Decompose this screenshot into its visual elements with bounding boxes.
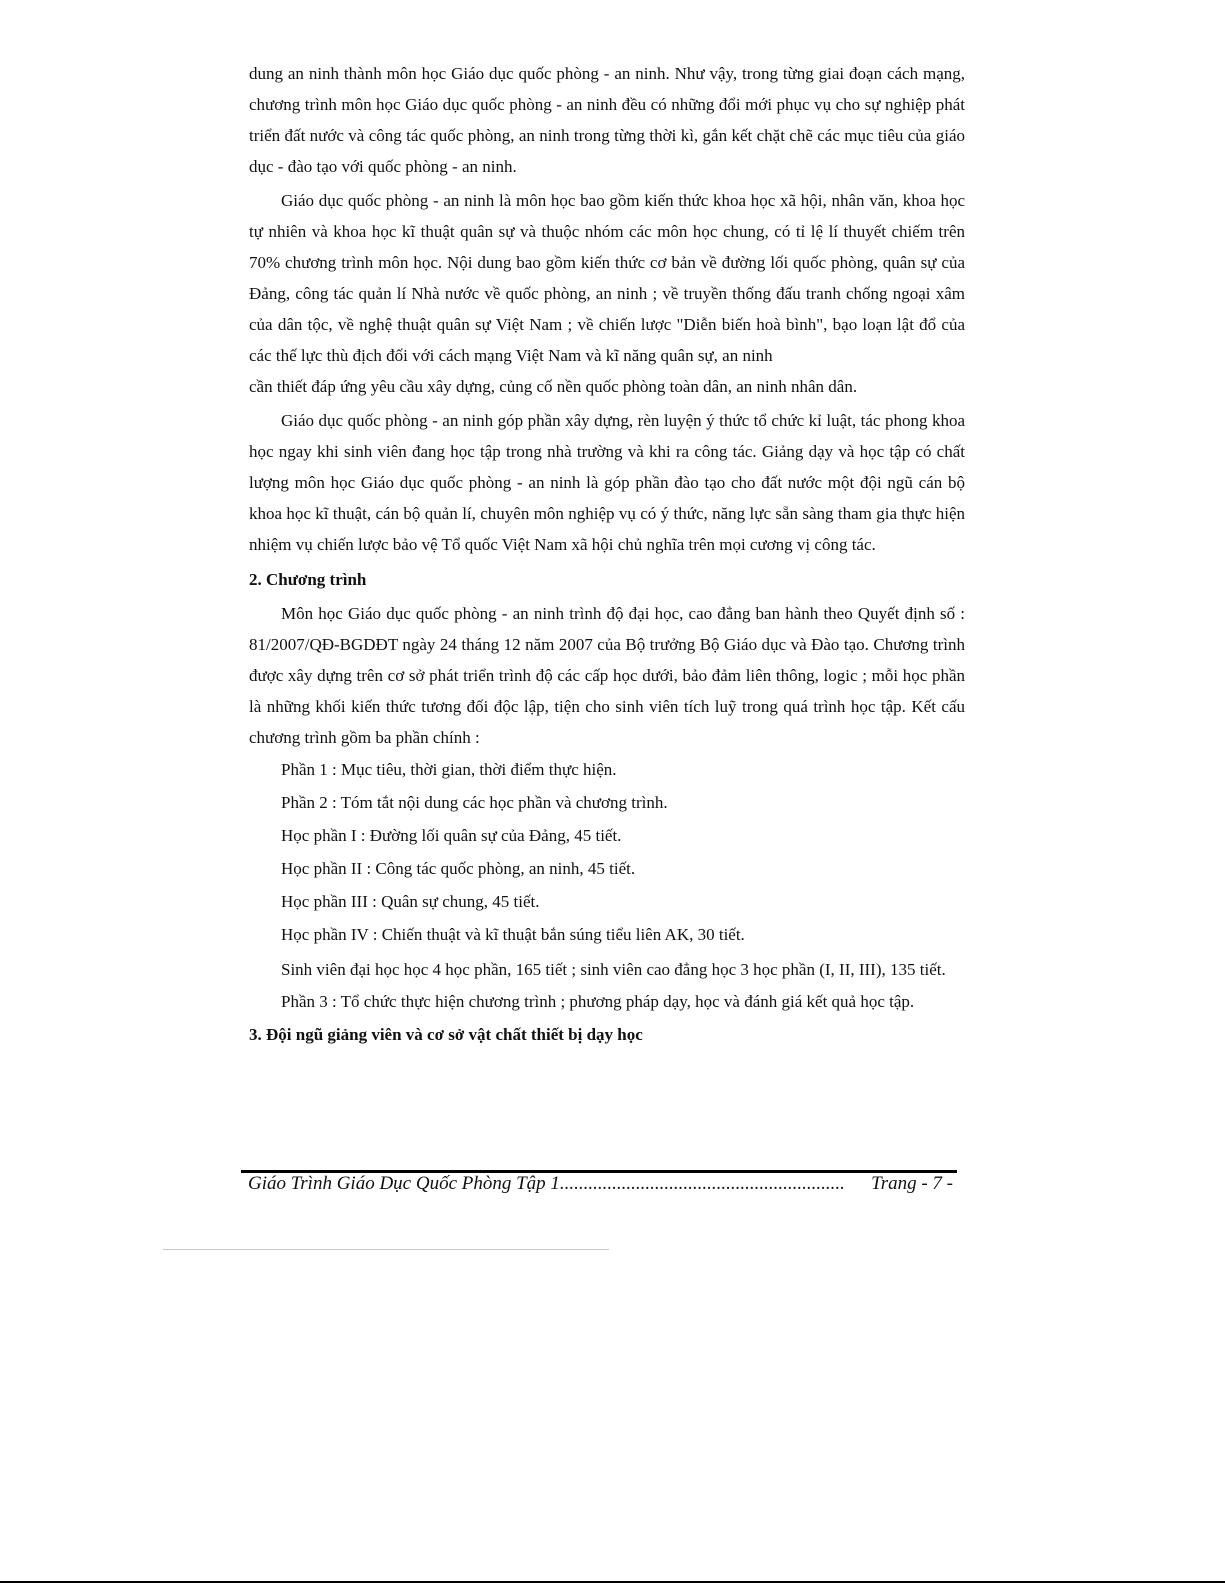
paragraph: Giáo dục quốc phòng - an ninh góp phần xây dựng, rèn luyện ý thức tổ chức kỉ luật, tác phong khoa học ngay khi sinh viên đang học tập trong nhà trường và khi ra công tác. Giảng dạy và học tập có chất lượng môn học Giáo dục quốc phòng - an ninh là góp phần đào tạo cho đất nước một đội ngũ cán bộ khoa học kĩ thuật, cán bộ quản lí, chuyên môn nghiệp vụ có ý thức, năng lực sẵn sàng tham gia thực hiện nhiệm vụ chiến lược bảo vệ Tổ quốc Việt Nam xã hội chủ nghĩa trên mọi cương vị công tác. bbox=[249, 411, 965, 554]
paragraph: Giáo dục quốc phòng - an ninh là môn học bao gồm kiến thức khoa học xã hội, nhân văn, khoa học tự nhiên và khoa học kĩ thuật quân sự và thuộc nhóm các môn học chung, có tỉ lệ lí thuyết chiếm trên 70% chương trình môn học. Nội dung bao gồm kiến thức cơ bản về đường lối quốc phòng, quân sự của Đảng, công tác quản lí Nhà nước về quốc phòng, an ninh ; về truyền thống đấu tranh chống ngoại xâm của dân tộc, về nghệ thuật quân sự Việt Nam ; về chiến lược "Diễn biến hoà bình", bạo loạn lật đổ của các thế lực thù địch đối với cách mạng Việt Nam và kĩ năng quân sự, an ninh bbox=[249, 191, 965, 365]
list-item: Học phần I : Đường lối quân sự của Đảng, 45 tiết. bbox=[281, 826, 622, 845]
list-item: Phần 1 : Mục tiêu, thời gian, thời điểm thực hiện. bbox=[281, 760, 617, 779]
section-heading: 2. Chương trình bbox=[249, 570, 367, 589]
footer-title: Giáo Trình Giáo Dục Quốc Phòng Tập 1............................................................ bbox=[248, 1173, 845, 1194]
page-footer bbox=[241, 1170, 957, 1195]
divider bbox=[0, 1581, 1225, 1583]
list-item: Học phần III : Quân sự chung, 45 tiết. bbox=[281, 892, 540, 911]
divider bbox=[163, 1249, 609, 1250]
document-page bbox=[249, 58, 965, 1053]
page-number: Trang - 7 - bbox=[871, 1173, 953, 1194]
paragraph: Môn học Giáo dục quốc phòng - an ninh trình độ đại học, cao đẳng ban hành theo Quyết định số : 81/2007/QĐ-BGDĐT ngày 24 tháng 12 năm 2007 của Bộ trưởng Bộ Giáo dục và Đào tạo. Chương trình được xây dựng trên cơ sở phát triển trình độ các cấp học dưới, bảo đảm liên thông, logic ; mỗi học phần là những khối kiến thức tương đối độc lập, tiện cho sinh viên tích luỹ trong quá trình học tập. Kết cấu chương trình gồm ba phần chính : bbox=[249, 604, 965, 747]
list-item: Học phần IV : Chiến thuật và kĩ thuật bắn súng tiểu liên AK, 30 tiết. bbox=[281, 925, 745, 944]
list-item: Phần 2 : Tóm tắt nội dung các học phần và chương trình. bbox=[281, 793, 668, 812]
list-item: Phần 3 : Tổ chức thực hiện chương trình ; phương pháp dạy, học và đánh giá kết quả học tập. bbox=[281, 992, 915, 1011]
section-heading: 3. Đội ngũ giảng viên và cơ sở vật chất thiết bị dạy học bbox=[249, 1025, 643, 1044]
list-item: Học phần II : Công tác quốc phòng, an ninh, 45 tiết. bbox=[281, 859, 636, 878]
paragraph: cần thiết đáp ứng yêu cầu xây dựng, củng cố nền quốc phòng toàn dân, an ninh nhân dân. bbox=[249, 377, 858, 396]
paragraph: Sinh viên đại học học 4 học phần, 165 tiết ; sinh viên cao đẳng học 3 học phần (I, II, III), 135 tiết. bbox=[281, 960, 946, 979]
paragraph: dung an ninh thành môn học Giáo dục quốc phòng - an ninh. Như vậy, trong từng giai đoạn cách mạng, chương trình môn học Giáo dục quốc phòng - an ninh đều có những đổi mới phục vụ cho sự nghiệp phát triển đất nước và công tác quốc phòng, an ninh trong từng thời kì, gắn kết chặt chẽ các mục tiêu của giáo dục - đào tạo với quốc phòng - an ninh. bbox=[249, 64, 965, 176]
